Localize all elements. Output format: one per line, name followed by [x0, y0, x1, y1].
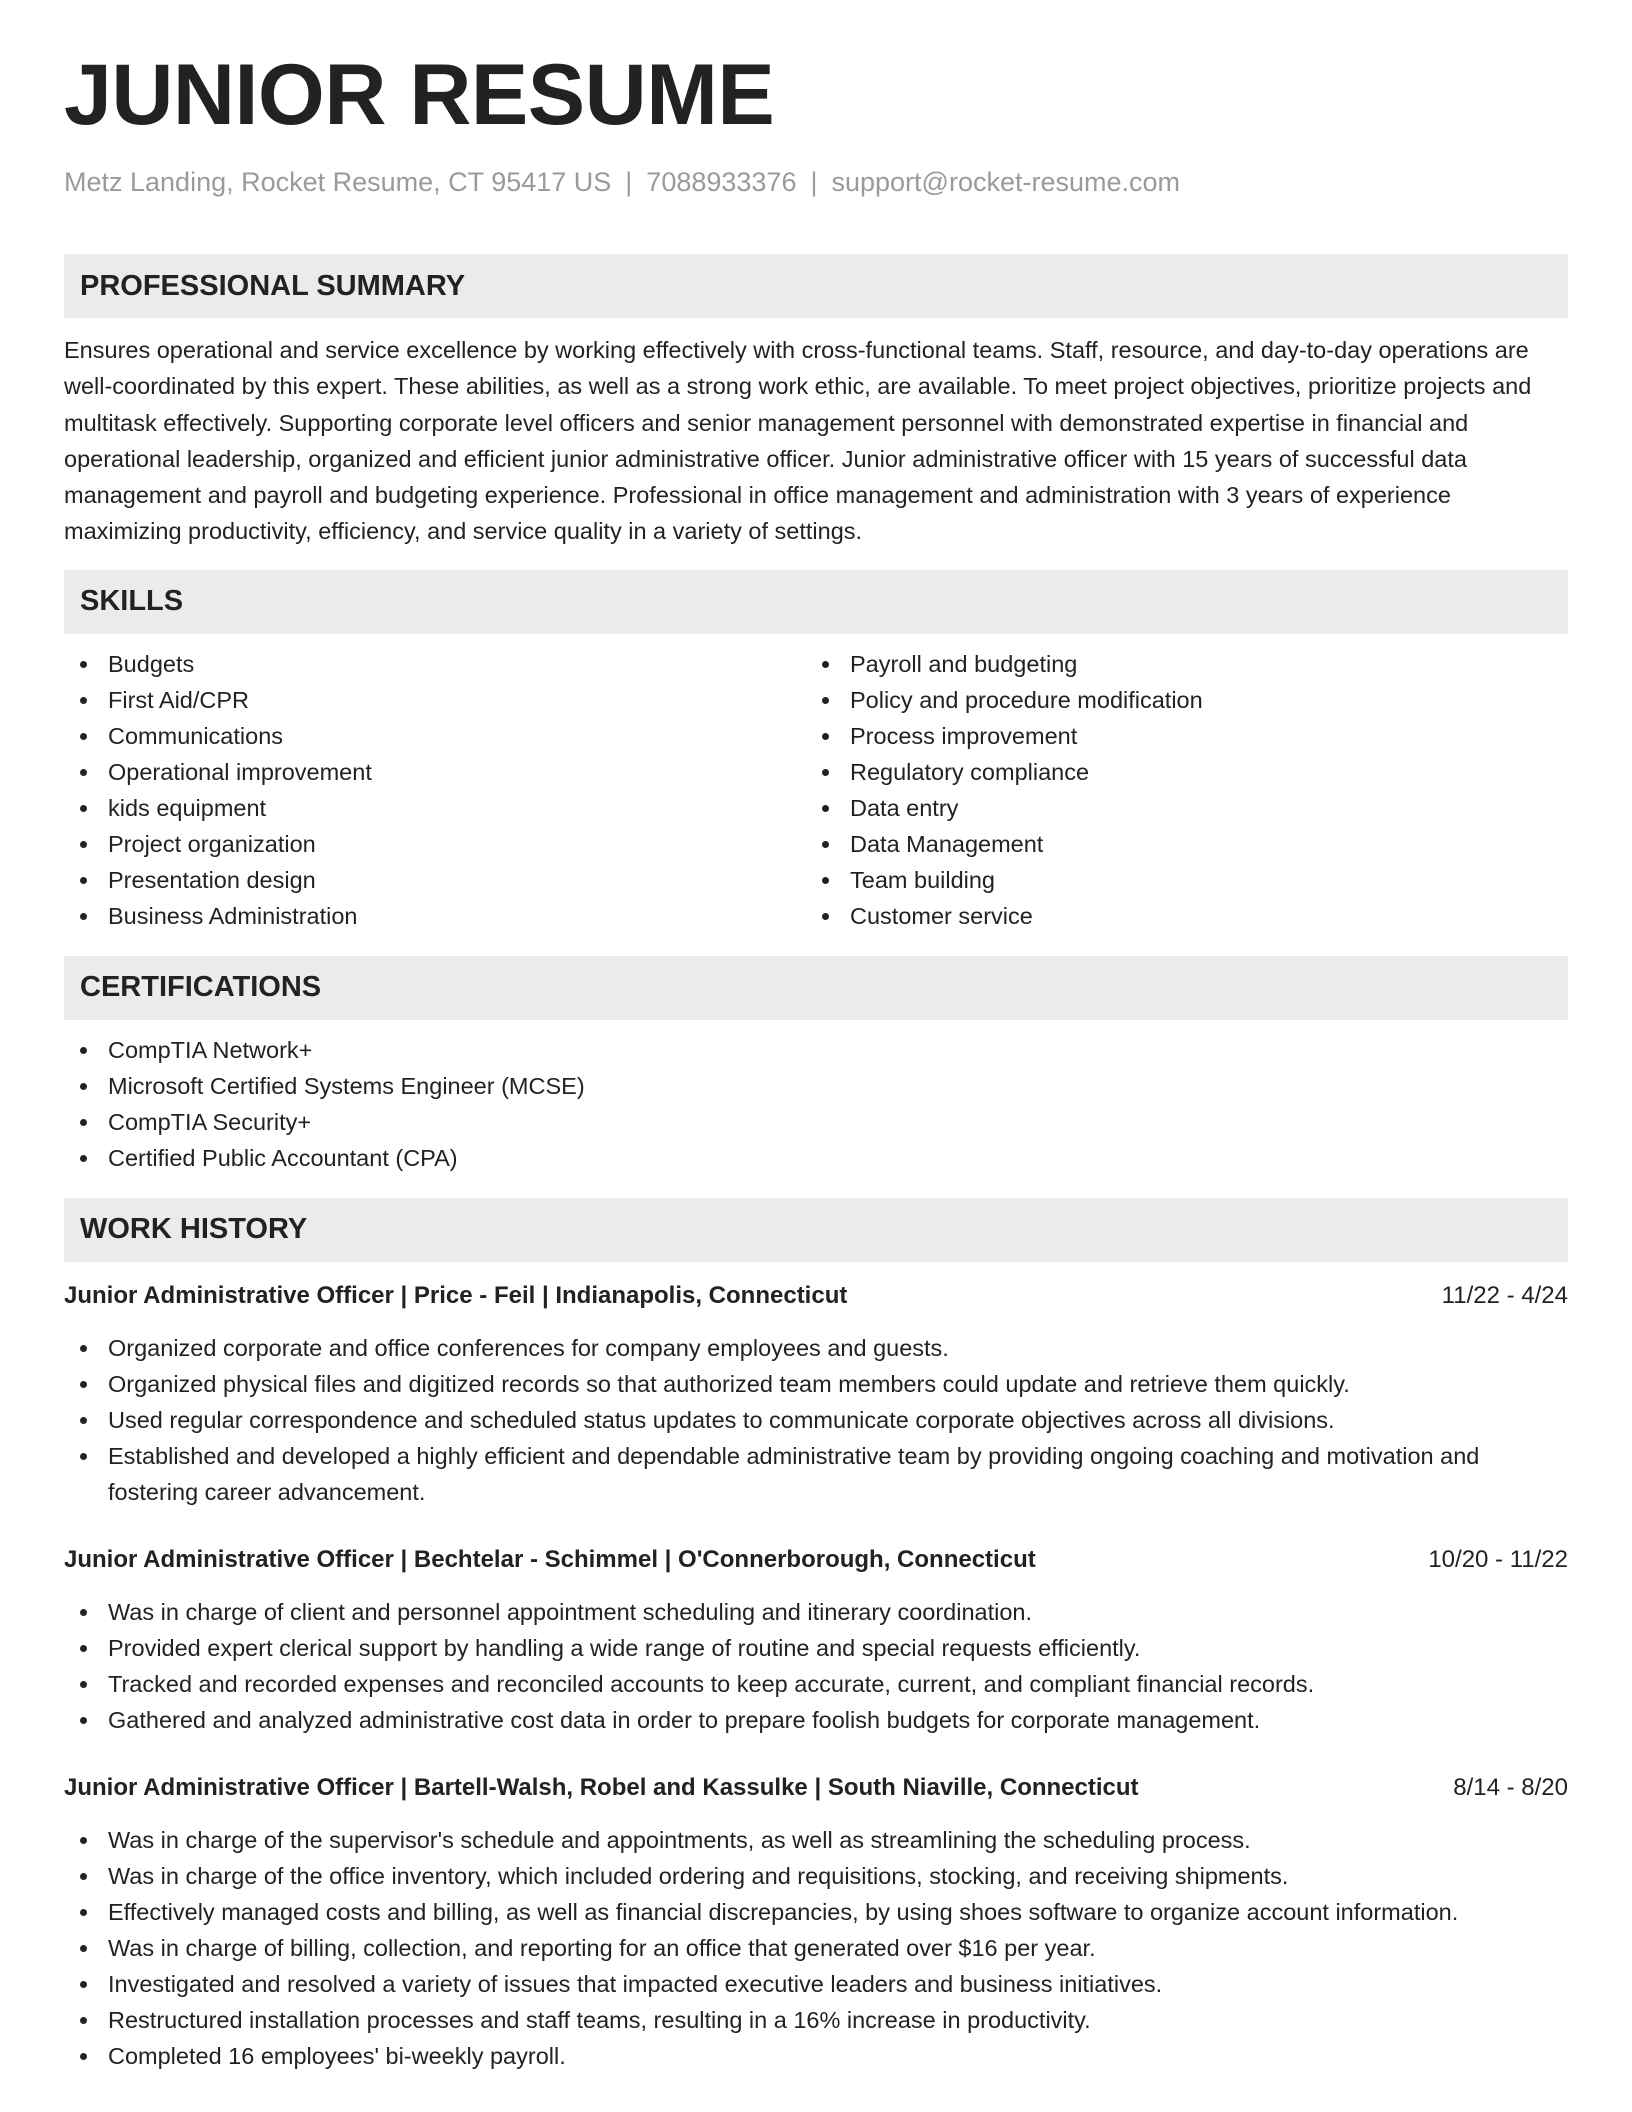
skill-item: Communications: [64, 718, 806, 754]
job-dates: 10/20 - 11/22: [1428, 1545, 1568, 1573]
job-bullet: Gathered and analyzed administrative cost data in order to prepare foolish budgets for corporate management.: [64, 1702, 1568, 1738]
contact-phone: 7088933376: [646, 167, 797, 197]
skill-item: Operational improvement: [64, 754, 806, 790]
skill-item: Team building: [806, 862, 1548, 898]
summary-text: Ensures operational and service excellence by working effectively with cross-functional teams. Staff, resource, and day-to-day operations are well-coordinated by this expert. These abilities, as well as a strong work ethic, are available. To meet project objectives, prioritize projects and multitask effectively. Supporting corporate level officers and senior management personnel with demonstrated expertise in financial and operational leadership, organized and efficient junior administrative officer. Junior administrative officer with 15 years of successful data management and payroll and budgeting experience. Professional in office management and administration with 3 years of experience maximizing productivity, efficiency, and service quality in a variety of settings.: [64, 337, 1532, 545]
skill-item: kids equipment: [64, 790, 806, 826]
job-bullet: Was in charge of billing, collection, and reporting for an office that generated over $16 per year.: [64, 1930, 1568, 1966]
job-bullet: Tracked and recorded expenses and reconciled accounts to keep accurate, current, and compliant financial records.: [64, 1666, 1568, 1702]
job-bullet: Established and developed a highly efficient and dependable administrative team by providing ongoing coaching and motivation and fostering career advancement.: [64, 1438, 1568, 1510]
certification-item: CompTIA Security+: [64, 1104, 1568, 1140]
skill-item: Process improvement: [806, 718, 1548, 754]
skill-item: Presentation design: [64, 862, 806, 898]
job-bullet: Restructured installation processes and staff teams, resulting in a 16% increase in productivity.: [64, 2002, 1568, 2038]
certification-item: Microsoft Certified Systems Engineer (MCSE): [64, 1068, 1568, 1104]
skill-item: Regulatory compliance: [806, 754, 1548, 790]
skill-item: Data entry: [806, 790, 1548, 826]
job-header: [64, 1542, 1568, 1578]
contact-email: support@rocket-resume.com: [831, 167, 1181, 197]
certifications-heading: CERTIFICATIONS: [64, 956, 1568, 1020]
skills-list-left: [64, 646, 806, 934]
job-entry: [64, 1278, 1568, 1510]
skill-item: Data Management: [806, 826, 1548, 862]
certifications-section: [64, 956, 1568, 1176]
job-bullets: [64, 1594, 1568, 1738]
job-bullet: Was in charge of client and personnel appointment scheduling and itinerary coordination.: [64, 1594, 1568, 1630]
resume-body: [64, 254, 1568, 2074]
skills-list-right: [806, 646, 1548, 934]
job-bullet: Organized physical files and digitized records so that authorized team members could update and retrieve them quickly.: [64, 1366, 1568, 1402]
skill-item: Payroll and budgeting: [806, 646, 1548, 682]
job-bullet: Was in charge of the supervisor's schedule and appointments, as well as streamlining the scheduling process.: [64, 1822, 1568, 1858]
skill-item: First Aid/CPR: [64, 682, 806, 718]
job-bullet: Organized corporate and office conferences for company employees and guests.: [64, 1330, 1568, 1366]
contact-separator: |: [625, 167, 633, 197]
skills-grid: [64, 646, 1568, 934]
job-bullet: Used regular correspondence and scheduled status updates to communicate corporate objectives across all divisions.: [64, 1402, 1568, 1438]
job-title: Junior Administrative Officer | Bechtelar - Schimmel | O'Connerborough, Connecticut: [64, 1545, 1036, 1573]
resume-name: JUNIOR RESUME: [64, 47, 775, 143]
certification-item: Certified Public Accountant (CPA): [64, 1140, 1568, 1176]
job-bullet: Provided expert clerical support by handling a wide range of routine and special requests efficiently.: [64, 1630, 1568, 1666]
job-bullets: [64, 1822, 1568, 2074]
job-dates: 11/22 - 4/24: [1441, 1281, 1568, 1309]
job-header: [64, 1770, 1568, 1806]
job-bullet: Was in charge of the office inventory, which included ordering and requisitions, stocking, and receiving shipments.: [64, 1858, 1568, 1894]
skill-item: Policy and procedure modification: [806, 682, 1548, 718]
job-title: Junior Administrative Officer | Bartell-Walsh, Robel and Kassulke | South Niaville, Connecticut: [64, 1773, 1139, 1801]
job-bullet: Completed 16 employees' bi-weekly payroll.: [64, 2038, 1568, 2074]
contact-separator: |: [810, 167, 818, 197]
job-bullet: Effectively managed costs and billing, as well as financial discrepancies, by using shoes software to organize account information.: [64, 1894, 1568, 1930]
skill-item: Business Administration: [64, 898, 806, 934]
certifications-list: [64, 1032, 1568, 1176]
job-entry: [64, 1770, 1568, 2074]
contact-line: [64, 166, 1180, 198]
contact-address: Metz Landing, Rocket Resume, CT 95417 US: [64, 167, 612, 197]
job-dates: 8/14 - 8/20: [1453, 1773, 1568, 1801]
skill-item: Budgets: [64, 646, 806, 682]
certification-item: CompTIA Network+: [64, 1032, 1568, 1068]
summary-heading: PROFESSIONAL SUMMARY: [64, 254, 1568, 318]
job-title: Junior Administrative Officer | Price - Feil | Indianapolis, Connecticut: [64, 1281, 848, 1309]
job-bullet: Investigated and resolved a variety of issues that impacted executive leaders and business initiatives.: [64, 1966, 1568, 2002]
skill-item: Project organization: [64, 826, 806, 862]
skills-section: [64, 570, 1568, 934]
skills-heading: SKILLS: [64, 570, 1568, 634]
job-bullets: [64, 1330, 1568, 1510]
job-header: [64, 1278, 1568, 1314]
skill-item: Customer service: [806, 898, 1548, 934]
summary-section: [64, 254, 1568, 550]
work-history-section: [64, 1198, 1568, 2074]
job-entry: [64, 1542, 1568, 1738]
work-history-heading: WORK HISTORY: [64, 1198, 1568, 1262]
